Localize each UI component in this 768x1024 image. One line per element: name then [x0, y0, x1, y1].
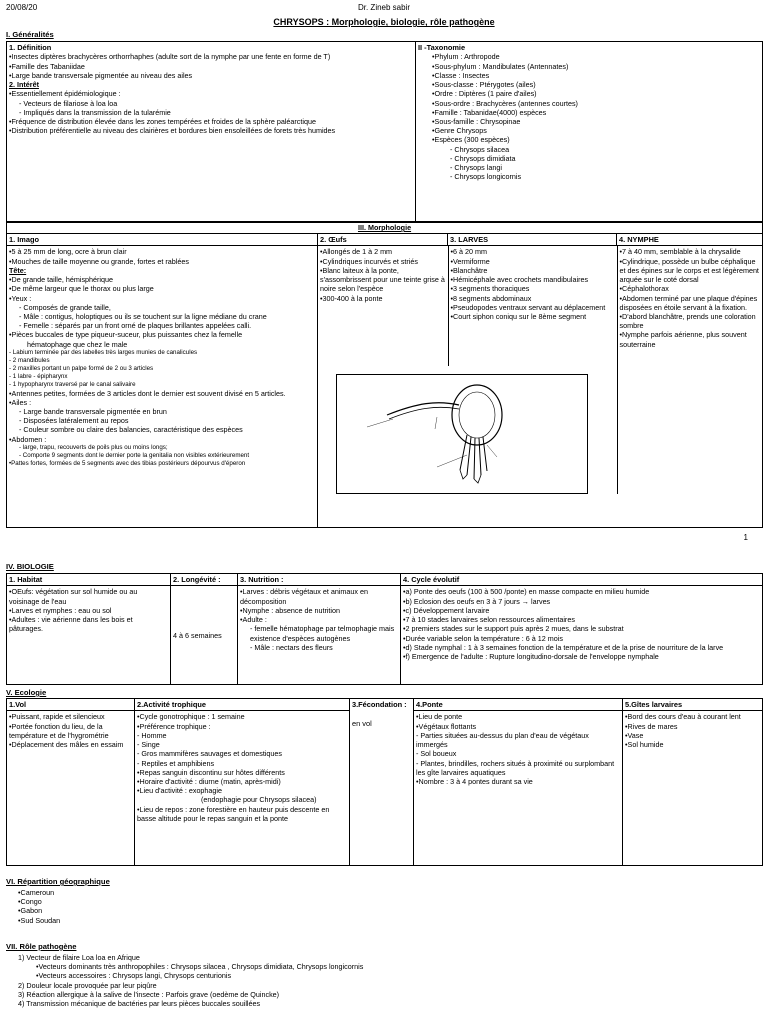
vol-item: • Portée fonction du lieu, de la température et de l'hygrométrie	[9, 722, 132, 740]
gites-item: • Vase	[625, 731, 760, 740]
habitat-title: 1. Habitat	[7, 574, 171, 586]
tete-item: • Yeux :	[9, 294, 315, 303]
definition-cell	[7, 42, 416, 222]
larves-item: • Blanchâtre	[451, 266, 615, 275]
taxonomie-cell	[416, 42, 763, 222]
trophique-pref: - Singe	[137, 740, 160, 750]
oeufs-item: • 300-400 à la ponte	[320, 294, 446, 303]
nymphe-item: • Cylindrique, possède un bulbe céphalique et des épines sur le corps et est légèrement arquée sur le coté dorsal	[620, 257, 762, 285]
pieces-item: - 2 maxilles portant un palpe formé de 2 ou 3 articles	[9, 364, 154, 372]
mouthparts-diagram-icon	[337, 375, 587, 493]
tete-title: Tête:	[9, 265, 27, 275]
oeufs-item: • Blanc laiteux à la ponte, s'assombrissent pour une teinte grise à noire selon l'espèce	[320, 266, 446, 294]
page-header	[6, 3, 762, 15]
taxo-item: • Sous-ordre : Brachycères (antennes courtes)	[432, 99, 760, 108]
ailes-item: - Large bande transversale pigmentée en brun	[19, 407, 167, 416]
nymphe-item: • 7 à 40 mm, semblable à la chrysalide	[620, 247, 762, 256]
trophique-item: • Lieu d'activité : exophagie	[137, 786, 347, 795]
ailes-item: - Couleur sombre ou claire des balancies, caractéristique des espèces	[19, 425, 243, 435]
interet-sub: - Vecteurs de filariose à loa loa	[19, 98, 118, 108]
nymphe-item: • Abdomen terminé par une plaque d'épines disposées en étoile servant à la fixation.	[620, 294, 762, 312]
habitat-item: • OEufs: végétation sur sol humide ou au voisinage de l'eau	[9, 587, 168, 605]
cycle-cell	[401, 586, 763, 685]
definition-item: • Insectes diptères brachycères orthorrhaphes (adulte sort de la nymphe par une fente en forme de T)	[9, 52, 413, 61]
header-date: 20/08/20	[6, 3, 38, 12]
habitat-item: • Adultes : vie aérienne dans les bois et pâturages.	[9, 615, 168, 633]
fecondation-title: 3.Fécondation :	[352, 700, 407, 709]
interet-item: • Fréquence de distribution élevée dans les zones tempérées et froides de la sphère paléarctique	[9, 117, 413, 126]
ponte-title: 4.Ponte	[414, 699, 623, 711]
pathogene-item: 1) Vecteur de filaire Loa loa en Afrique	[18, 953, 140, 962]
oeufs-cell	[318, 246, 448, 366]
habitat-cell	[7, 586, 171, 685]
nutrition-item: • Adulte :	[240, 615, 398, 624]
larves-item: • 8 segments abdominaux	[451, 294, 615, 303]
trophique-item: • Repas sanguin discontinu sur hôtes différents	[137, 768, 347, 777]
pathogene-sub: • Vecteurs dominants très anthropophiles : Chrysops silacea , Chrysops dimidiata, Chrysops longicornis	[18, 962, 363, 971]
pathogene-sub: • Vecteurs accessoires : Chrysops langi, Chrysops centurionis	[18, 971, 363, 980]
morphologie-table	[6, 222, 763, 528]
figure-cell	[318, 366, 617, 494]
antennes: • Antennes petites, formées de 3 articles dont le dernier est souvent divisé en 5 articles.	[9, 389, 315, 398]
cycle-item: • c) Développement larvaire	[403, 606, 760, 615]
abdomen-item: - large, trapu, recouverts de poils plus ou moins longs;	[19, 443, 168, 451]
yeux-item: - Femelle : séparés par un front orné de plaques brillantes appelées calli.	[19, 321, 252, 331]
definition-item: • Large bande transversale pigmentée au niveau des ailes	[9, 71, 413, 80]
nutrition-cell	[238, 586, 401, 685]
oeufs-item: • Cylindriques incurvés et striés	[320, 257, 446, 266]
interet-intro: • Essentiellement épidémiologique :	[9, 89, 413, 98]
larves-item: • Vermiforme	[451, 257, 615, 266]
ponte-sub: - Sol boueux	[416, 749, 457, 759]
interet-item: • Distribution préférentielle au niveau des clairières et bordures bien ensoleillées de forets très humides	[9, 126, 413, 135]
imago-item: • 5 à 25 mm de long, ocre à brun clair	[9, 247, 315, 256]
nymphe-item: • Nymphe parfois aérienne, plus souvent souterraine	[620, 330, 762, 348]
gites-item: • Sol humide	[625, 740, 760, 749]
species-item: - Chrysops dimidiata	[450, 153, 516, 163]
yeux-item: - Mâle : contigus, holoptiques ou ils se touchent sur la ligne médiane du crane	[19, 312, 267, 321]
pieces-item: - 2 mandibules	[9, 356, 50, 364]
page-title: CHRYSOPS : Morphologie, biologie, rôle pathogène	[273, 17, 495, 27]
pathogene-item: 3) Réaction allergique à la salive de l'insecte : Parfois grave (oedème de Quincke)	[18, 989, 280, 999]
trophique-cell	[135, 711, 350, 866]
yeux-item: - Composés de grande taille,	[19, 302, 111, 312]
nymphe-item: • D'abord blanchâtre, prends une coloration sombre	[620, 312, 762, 330]
taxo-item: • Espèces (300 espèces)	[432, 135, 760, 144]
repartition-item: • Sud Soudan	[18, 916, 60, 925]
fecondation-cell	[350, 699, 414, 866]
ponte-cell	[414, 711, 623, 866]
cycle-item: • a) Ponte des oeufs (100 à 500 /ponte) en masse compacte en milieu humide	[403, 587, 760, 596]
larves-item: • Court siphon coniqu sur le 8ème segment	[451, 312, 615, 321]
cycle-title: 4. Cycle évolutif	[401, 574, 763, 586]
pieces-item: - Labium terminée par des labelles très larges munies de canalicules	[9, 348, 198, 356]
oeufs-item: • Allongés de 1 à 2 mm	[320, 247, 446, 256]
taxo-item: • Ordre : Diptères (1 paire d'ailes)	[432, 89, 760, 98]
cycle-item: • d) Stade nymphal : 1 à 3 semaines fonction de la température et de la prise de nourriture de la larve	[403, 643, 760, 652]
tete-item: • De même largeur que le thorax ou plus large	[9, 284, 315, 293]
gites-item: • Bord des cours d'eau à courant lent	[625, 712, 760, 721]
nymphe-item: • Céphalothorax	[620, 284, 762, 293]
oeufs-title: 2. Œufs	[318, 234, 448, 246]
larves-item: • 6 à 20 mm	[451, 247, 615, 256]
larves-item: • Hémicéphale avec crochets mandibulaires	[451, 275, 615, 284]
header-author: Dr. Zineb sabir	[357, 3, 411, 12]
nutrition-item: • Nymphe : absence de nutrition	[240, 606, 398, 615]
species-item: - Chrysops langi	[450, 163, 502, 173]
vol-item: • Puissant, rapide et silencieux	[9, 712, 132, 721]
trophique-item: • Cycle gonotrophique : 1 semaine	[137, 712, 347, 721]
taxo-item: • Sous-classe : Ptérygotes (ailes)	[432, 80, 760, 89]
pieces-buccales-cont: hématophage que chez le male	[27, 339, 128, 349]
taxo-item: • Classe : Insectes	[432, 71, 760, 80]
nymphe-title: 4. NYMPHE	[617, 234, 763, 246]
mouthparts-figure	[336, 374, 588, 494]
imago-cell	[7, 246, 318, 528]
trophique-item: • Horaire d'activité : diurne (matin, après-midi)	[137, 777, 347, 786]
ponte-sub: - Plantes, brindilles, rochers situés à proximité ou surplombant les gîte larvaires aquatiques	[416, 758, 615, 777]
abdomen-title: • Abdomen :	[9, 435, 315, 444]
taxo-item: • Sous-phylum : Mandibulates (Antennates)	[432, 62, 760, 71]
repartition-item: • Congo	[18, 897, 60, 906]
stages-cell	[318, 246, 763, 528]
interet-title: 2. Intérêt	[9, 80, 39, 90]
trophique-pref: - Homme	[137, 730, 167, 740]
vol-title: 1.Vol	[7, 699, 135, 711]
longevite-value: 4 à 6 semaines	[173, 630, 222, 640]
section-generalites-heading: I. Généralités	[6, 30, 54, 39]
trophique-title: 2.Activité trophique	[135, 699, 350, 711]
vol-cell	[7, 711, 135, 866]
imago-item: • Mouches de taille moyenne ou grande, fortes et rablées	[9, 257, 315, 266]
nutrition-sub: - Mâle : nectars des fleurs	[250, 642, 333, 652]
pathogene-item: 4) Transmission mécanique de bactéries par leurs pièces buccales souillées	[18, 999, 261, 1009]
gites-item: • Rives de mares	[625, 722, 760, 731]
taxo-item: • Genre Chrysops	[432, 126, 760, 135]
repartition-list	[18, 888, 60, 925]
species-item: - Chrysops silacea	[450, 144, 510, 154]
ecologie-table	[6, 698, 763, 866]
tete-item: • De grande taille, hémisphérique	[9, 275, 315, 284]
pieces-item: - 1 hypopharynx traversé par le canal salivaire	[9, 380, 136, 388]
cycle-item: • 2 premiers stades sur le support puis après 2 mues, dans le substrat	[403, 624, 760, 633]
species-item: - Chrysops longicornis	[450, 172, 522, 182]
longevite-cell	[171, 586, 238, 685]
pattes: • Pattes fortes, formées de 5 segments avec des tibias postérieurs dépourvus d'éperon	[9, 460, 315, 468]
taxo-item: • Sous-famille : Chrysopinae	[432, 117, 760, 126]
definition-item: • Famille des Tabaniidae	[9, 62, 413, 71]
trophique-pref: - Reptiles et amphibiens	[137, 758, 215, 768]
pathogene-item: 2) Douleur locale provoquée par leur piqûre	[18, 980, 157, 990]
cycle-item: • Durée variable selon la température : 6 à 12 mois	[403, 634, 760, 643]
biologie-table	[6, 573, 763, 685]
habitat-item: • Larves et nymphes : eau ou sol	[9, 606, 168, 615]
cycle-item: • f) Emergence de l'adulte : Rupture longitudino-dorsale de l'enveloppe nymphale	[403, 652, 760, 661]
larves-title: 3. LARVES	[448, 234, 617, 246]
ponte-nombre: • Nombre : 3 à 4 pontes durant sa vie	[416, 777, 620, 786]
nutrition-item: • Larves : débris végétaux et animaux en décomposition	[240, 587, 398, 605]
ponte-item: • Végétaux flottants	[416, 722, 620, 731]
pieces-buccales: • Pièces buccales de type piqueur-suceur, plus puissantes chez la femelle	[9, 330, 315, 339]
ailes-item: - Disposées latéralement au repos	[19, 416, 129, 426]
imago-title: 1. Imago	[7, 234, 318, 246]
ailes-title: • Ailes :	[9, 398, 315, 407]
section-repartition-heading: VI. Répartition géographique	[6, 877, 110, 886]
fecondation-value: en vol	[352, 718, 372, 728]
nutrition-title: 3. Nutrition :	[238, 574, 401, 586]
section-pathogene-heading: VII. Rôle pathogène	[6, 942, 77, 951]
nymphe-cell	[617, 246, 763, 494]
section-ecologie-heading: V. Ecologie	[6, 688, 47, 697]
pieces-item: - 1 labre - épipharynx	[9, 372, 68, 380]
longevite-title: 2. Longévité :	[171, 574, 238, 586]
nutrition-sub: - femelle hématophage par telmophagie mais existence d'espèces autogènes	[250, 624, 395, 643]
abdomen-item: - Comporte 9 segments dont le dernier porte la genitalia non visibles extérieurement	[19, 451, 250, 459]
taxonomie-title: II -Taxonomie	[418, 43, 466, 52]
cycle-item: • 7 à 10 stades larvaires selon ressources alimentaires	[403, 615, 760, 624]
repartition-item: • Gabon	[18, 906, 60, 915]
pathogene-list	[18, 953, 363, 1008]
morphologie-heading: III. Morphologie	[7, 223, 763, 234]
ponte-sub: - Parties situées au-dessus du plan d'eau de végétaux immergés	[416, 730, 589, 750]
endophagie: (endophagie pour Chrysops silacea)	[201, 795, 317, 805]
trophique-pref: - Gros mammifères sauvages et domestiques	[137, 749, 283, 759]
gites-title: 5.Gîtes larvaires	[623, 699, 763, 711]
repartition-item: • Cameroun	[18, 888, 60, 897]
gites-cell	[623, 711, 763, 866]
trophique-item: • Préférence trophique :	[137, 722, 347, 731]
vol-item: • Déplacement des mâles en essaim	[9, 740, 132, 749]
page-number: 1	[743, 533, 748, 542]
lieu-repos: • Lieu de repos : zone forestière en hauteur puis descente en basse altitude pour le repas sanguin et la ponte	[137, 805, 347, 823]
larves-item: • Pseudopodes ventraux servant au déplacement	[451, 303, 615, 312]
generalites-table	[6, 41, 763, 222]
definition-title: 1. Définition	[9, 43, 52, 52]
interet-sub: - Impliqués dans la transmission de la tularémie	[19, 107, 171, 117]
larves-item: • 3 segments thoraciques	[451, 284, 615, 293]
ponte-item: • Lieu de ponte	[416, 712, 620, 721]
section-biologie-heading: IV. BIOLOGIE	[6, 562, 54, 571]
cycle-item: • b) Eclosion des oeufs en 3 à 7 jours → larves	[403, 597, 760, 606]
taxo-item: • Phylum : Arthropode	[432, 52, 760, 61]
taxo-item: • Famille : Tabanidae(4000) espèces	[432, 108, 760, 117]
larves-cell	[448, 246, 617, 366]
